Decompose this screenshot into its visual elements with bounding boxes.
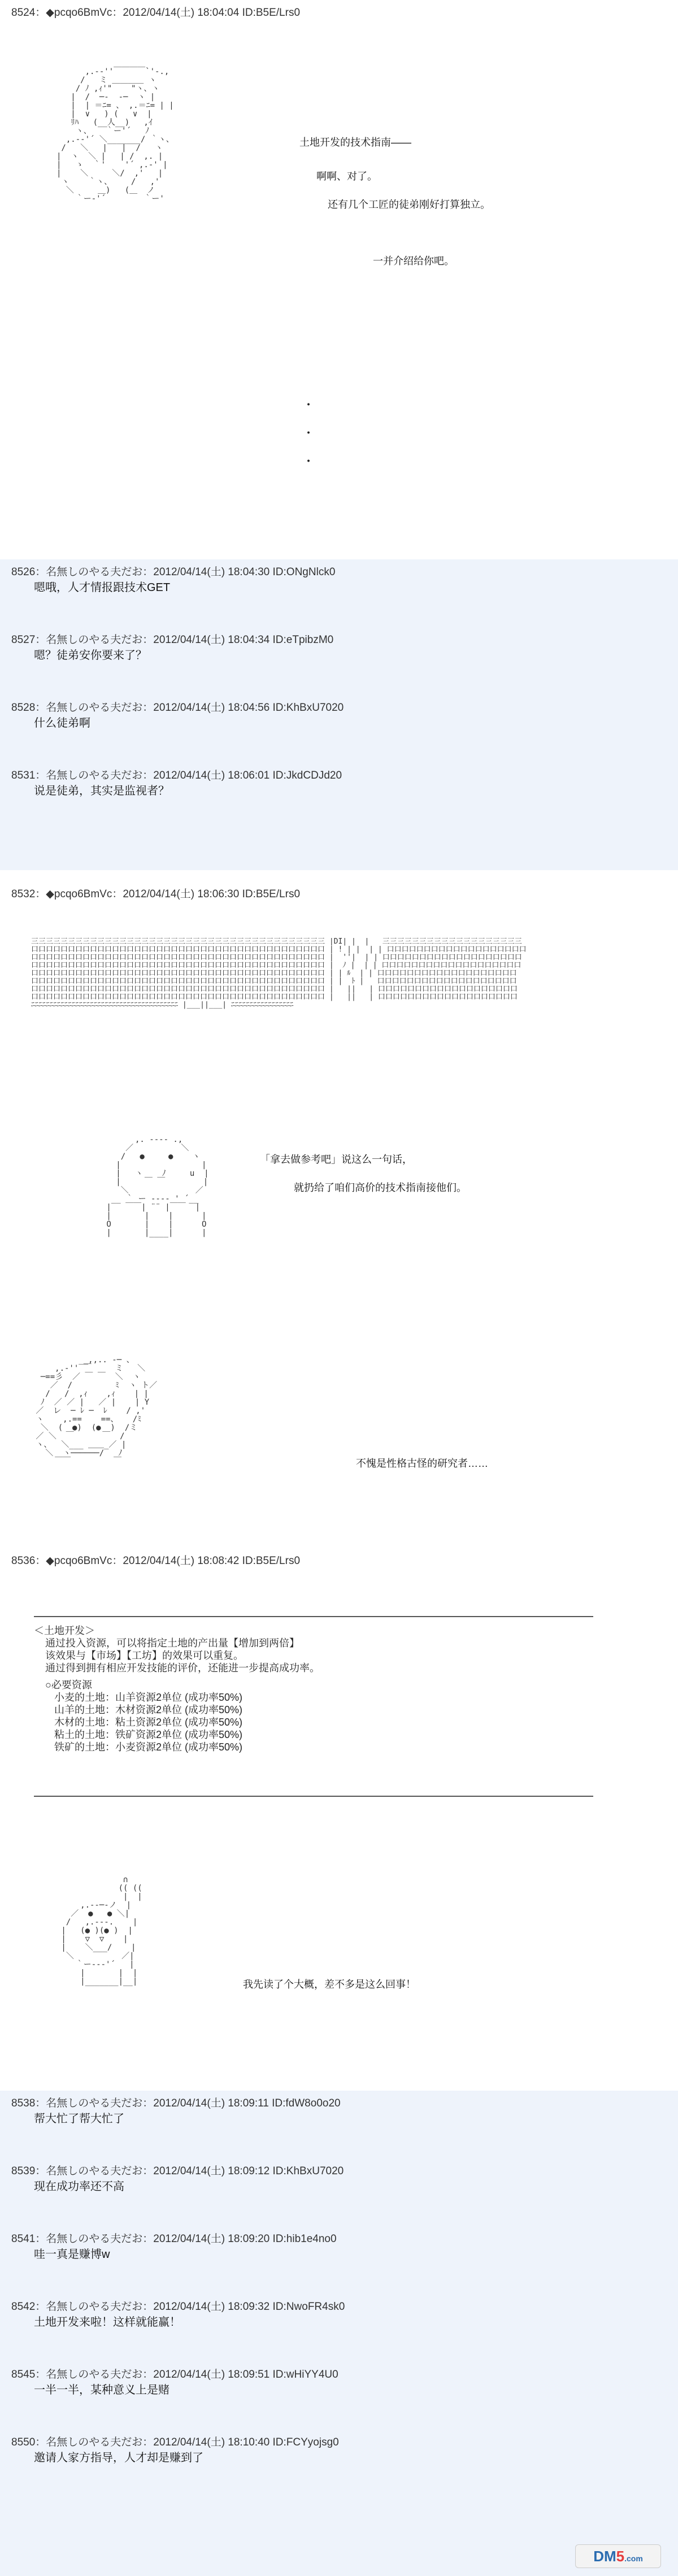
scene1-caption-1: 土地开发的技术指南——: [299, 137, 411, 148]
scene3-caption-1: 我先读了个大概，差不多是这么回事！: [243, 1979, 416, 1990]
post-8527: [0, 627, 678, 695]
ascii-art-bookshelf: 三三三三三三三三三三三三三三三三三三三三三三三三三三三三三三三三三三三三三三三三 |DI| | | 三三三三三三三三三三三三三三三三三三三 口口口口口口口口口口口口口口口口口口口口口口口口口口口口口口口口口口口口口口口口 | ! | | | | 口口口口口口口口口口口口口口口口口口口 口口口口口口口口口口口口口口口口口口口口口口口口口口口口口口口口口口口口口口口口 | ''| | | 口口口口口口口口口口口口口口口口口口口 口口口口口口口口口口口口口口口口口口口口口口口口口口口口口口口口口口口口口口口口 | ﾉ | | | 口口口口口口口口口口口口口口口口口口口 口口口口口口口口口口口口口口口口口口口口口口口口口口口口口口口口口口口口口口口口 | | ﾙ | | 口口口口口口口口口口口口口口口口口口口 口口口口口口口口口口口口口口口口口口口口口口口口口口口口口口口口口口口口口口口口 | | ﾄ | 口口口口口口口口口口口口口口口口口口口 口口口口口口口口口口口口口口口口口口口口口口口口口口口口口口口口口口口口口口口口 | || | 口口口口口口口口口口口口口口口口口口口 口口口口口口口口口口口口口口口口口口口口口口口口口口口口口口口口口口口口口口口口 | || | 口口口口口口口口口口口口口口口口口口口 ﾆﾆﾆﾆﾆﾆﾆﾆﾆﾆﾆﾆﾆﾆﾆﾆﾆﾆﾆﾆﾆﾆﾆﾆﾆﾆﾆﾆﾆﾆﾆﾆﾆﾆﾆﾆﾆﾆﾆﾆ |___||___| ﾆﾆﾆﾆﾆﾆﾆﾆﾆﾆﾆﾆﾆﾆﾆﾆﾆ: [31, 937, 527, 1009]
post-header: 8545：名無しのやる夫だお：2012/04/14(土) 18:09:51 ID:wHiYY4U0: [11, 2369, 338, 2380]
post-body: 帮大忙了帮大忙了: [34, 2113, 124, 2125]
post-header: 8527：名無しのやる夫だお：2012/04/14(土) 18:04:34 ID:eTpibzM0: [11, 634, 334, 646]
post-8526: [0, 559, 678, 627]
post-header: 8531：名無しのやる夫だお：2012/04/14(土) 18:06:01 ID:JkdCDJd20: [11, 770, 342, 781]
ascii-art-figure-4: ∩ (( (( | | ,.-‐─‐ノ | ／ ● ● ＼| / ,.---. | | (● )(● ) | | ▽ ▽ | | ＼___/ | ＼ ／| ｀ー‐‐‐'´ | | | | |_______|__|: [61, 1875, 142, 1986]
post-header: 8538：名無しのやる夫だお：2012/04/14(土) 18:09:11 ID:fdW8o0o20: [11, 2097, 341, 2109]
post-8532: [0, 881, 678, 904]
scene2-caption-1: 「拿去做参考吧」说这么一句话，: [260, 1154, 412, 1165]
post-header: 8524：◆pcqo6BmVc：2012/04/14(土) 18:04:04 ID:B5E/Lrs0: [11, 7, 301, 19]
post-header: 8539：名無しのやる夫だお：2012/04/14(土) 18:09:12 ID:KhBxU7020: [11, 2165, 344, 2177]
post-header: 8528：名無しのやる夫だお：2012/04/14(土) 18:04:56 ID:KhBxU7020: [11, 702, 344, 714]
post-body: 土地开发来啦！这样就能赢！: [34, 2316, 181, 2329]
watermark-text-a: DM: [593, 2548, 616, 2565]
watermark-text-b: 5: [616, 2548, 625, 2565]
infobox-line-1: 通过投入资源，可以将指定土地的产出量【增加到两倍】: [45, 1637, 299, 1649]
ascii-art-figure-3: __,,.. -─ 、 ,.-'' ￣ ミ ＼ ─==彡 ／ ￣ ￣ ＼ ヽ ／ / ﾐ ヽ ト／ / / ,ｨ ,ｨ | | ﾉ ／ ／ | ／ | | Y ／ レ ─ ﾚ ─ ﾚ / ,' ヽ ,.== ==、 /ﾐ ＼ ( ●) (● ) /ミ ／ ＼ ￣ ￣ / ヽ、 ＼___ ＿＿_／ | ＼ ヽ──────/ ﾉ ￣￣ ￣: [36, 1356, 158, 1466]
post-header: 8542：名無しのやる夫だお：2012/04/14(土) 18:09:32 ID:NwoFR4sk0: [11, 2301, 345, 2313]
site-watermark-logo: [575, 2544, 661, 2568]
post-body: 嗯哦，人才情报跟技术GET: [34, 581, 171, 594]
post-header: 8541：名無しのやる夫だお：2012/04/14(土) 18:09:20 ID:hib1e4no0: [11, 2233, 337, 2245]
post-body: 邀请人家方指导，人才却是赚到了: [34, 2452, 203, 2464]
infobox-item: 粘土的土地：铁矿资源2单位 (成功率50%): [54, 1729, 243, 1740]
post-8536: [0, 1548, 678, 1571]
scene2-caption-3: 不愧是性格古怪的研究者……: [356, 1458, 488, 1469]
post-body: 现在成功率还不高: [34, 2180, 124, 2193]
infobox-item: 铁矿的土地：小麦资源2单位 (成功率50%): [54, 1741, 243, 1753]
post-body: 什么徒弟啊: [34, 717, 90, 729]
post-8528: [0, 695, 678, 763]
scene1-caption-4: 一并介绍给你吧。: [373, 255, 454, 267]
post-header: 8532：◆pcqo6BmVc：2012/04/14(土) 18:06:30 ID:B5E/Lrs0: [11, 888, 301, 900]
ellipsis-dot-2: ・: [302, 426, 315, 440]
scene2-caption-2: 就扔给了咱们高价的技术指南接他们。: [294, 1182, 467, 1193]
ascii-art-figure-2: ,. -‐‐- ., ／ ＼ / ● ● ヽ | | | ヽ ﾉ u | | ￣ ￣ | ＼ ／ __ ｀ ー ‐‐‐‐ ' ´__ | ￣￣| ¨¨ |￣￣ | | | | | O | | O | |____| |: [106, 1135, 209, 1237]
ascii-art-figure-1: ,.-‐''￣￣￣￣`'-., / ミ ＿＿＿＿ ヽ / ﾉ ,ｨ'" "ヽ、ヽ | / ─‐ ‐─ ヽ | | | ＝ﾆ= 、 ,.＝ﾆ= | | | ∨ ) ( ∨ | ﾘﾊ (__人__) ,ｲ ヽ、 ｀ー'´ ﾉ ,.-‐'´ ＼_______/ ｀ヽ、 / ＼ | | / ヽ | ヽ ＼ | | / ,. | | ゝ ｀' '´ ,.-' | | ＼ ＼/ ,' | ヽ ｀ヽ、 / ,' ＼ ＿) (＿ ノ ｀ー‐'´ ｀ー': [56, 67, 174, 203]
post-8541: [0, 2226, 678, 2294]
post-body: 哇一真是赚博w: [34, 2248, 110, 2261]
infobox-bottom-rule: [34, 1796, 593, 1797]
infobox-line-3: 通过得到拥有相应开发技能的评价，还能进一步提高成功率。: [45, 1662, 320, 1674]
post-header: 8536：◆pcqo6BmVc：2012/04/14(土) 18:08:42 ID:B5E/Lrs0: [11, 1555, 301, 1567]
post-8542: [0, 2294, 678, 2362]
infobox-top-rule: [34, 1616, 593, 1617]
scene1-caption-3: 还有几个工匠的徒弟刚好打算独立。: [328, 199, 490, 210]
post-header: 8550：名無しのやる夫だお：2012/04/14(土) 18:10:40 ID:FCYyojsg0: [11, 2436, 339, 2448]
post-8531: [0, 763, 678, 870]
watermark-text-c: .com: [624, 2554, 643, 2563]
post-body: 说是徒弟，其实是监视者？: [34, 785, 169, 797]
post-header: 8526：名無しのやる夫だお：2012/04/14(土) 18:04:30 ID:ONgNlck0: [11, 566, 336, 578]
land-development-infobox: [34, 1624, 593, 1753]
ellipsis-dot-3: ・: [302, 454, 315, 468]
ellipsis-dot-1: ・: [302, 398, 315, 412]
post-8539: [0, 2158, 678, 2226]
post-body: 嗯？徒弟安你要来了？: [34, 649, 147, 662]
infobox-item: 山羊的土地：木材资源2单位 (成功率50%): [54, 1704, 243, 1715]
infobox-item: 小麦的土地：山羊资源2单位 (成功率50%): [54, 1692, 243, 1703]
post-8545: [0, 2362, 678, 2430]
scene1-caption-2: 啊啊、对了。: [316, 171, 377, 182]
infobox-line-2: 该效果与【市场】【工坊】的效果可以重复。: [45, 1650, 244, 1661]
post-body: 一半一半，某种意义上是赌: [34, 2384, 169, 2396]
infobox-item: 木材的土地：粘土资源2单位 (成功率50%): [54, 1717, 243, 1728]
infobox-required-title: ○必要资源: [45, 1679, 92, 1691]
post-8538: [0, 2091, 678, 2158]
post-8524: [0, 0, 678, 23]
infobox-title: ＜土地开发＞: [34, 1625, 95, 1636]
